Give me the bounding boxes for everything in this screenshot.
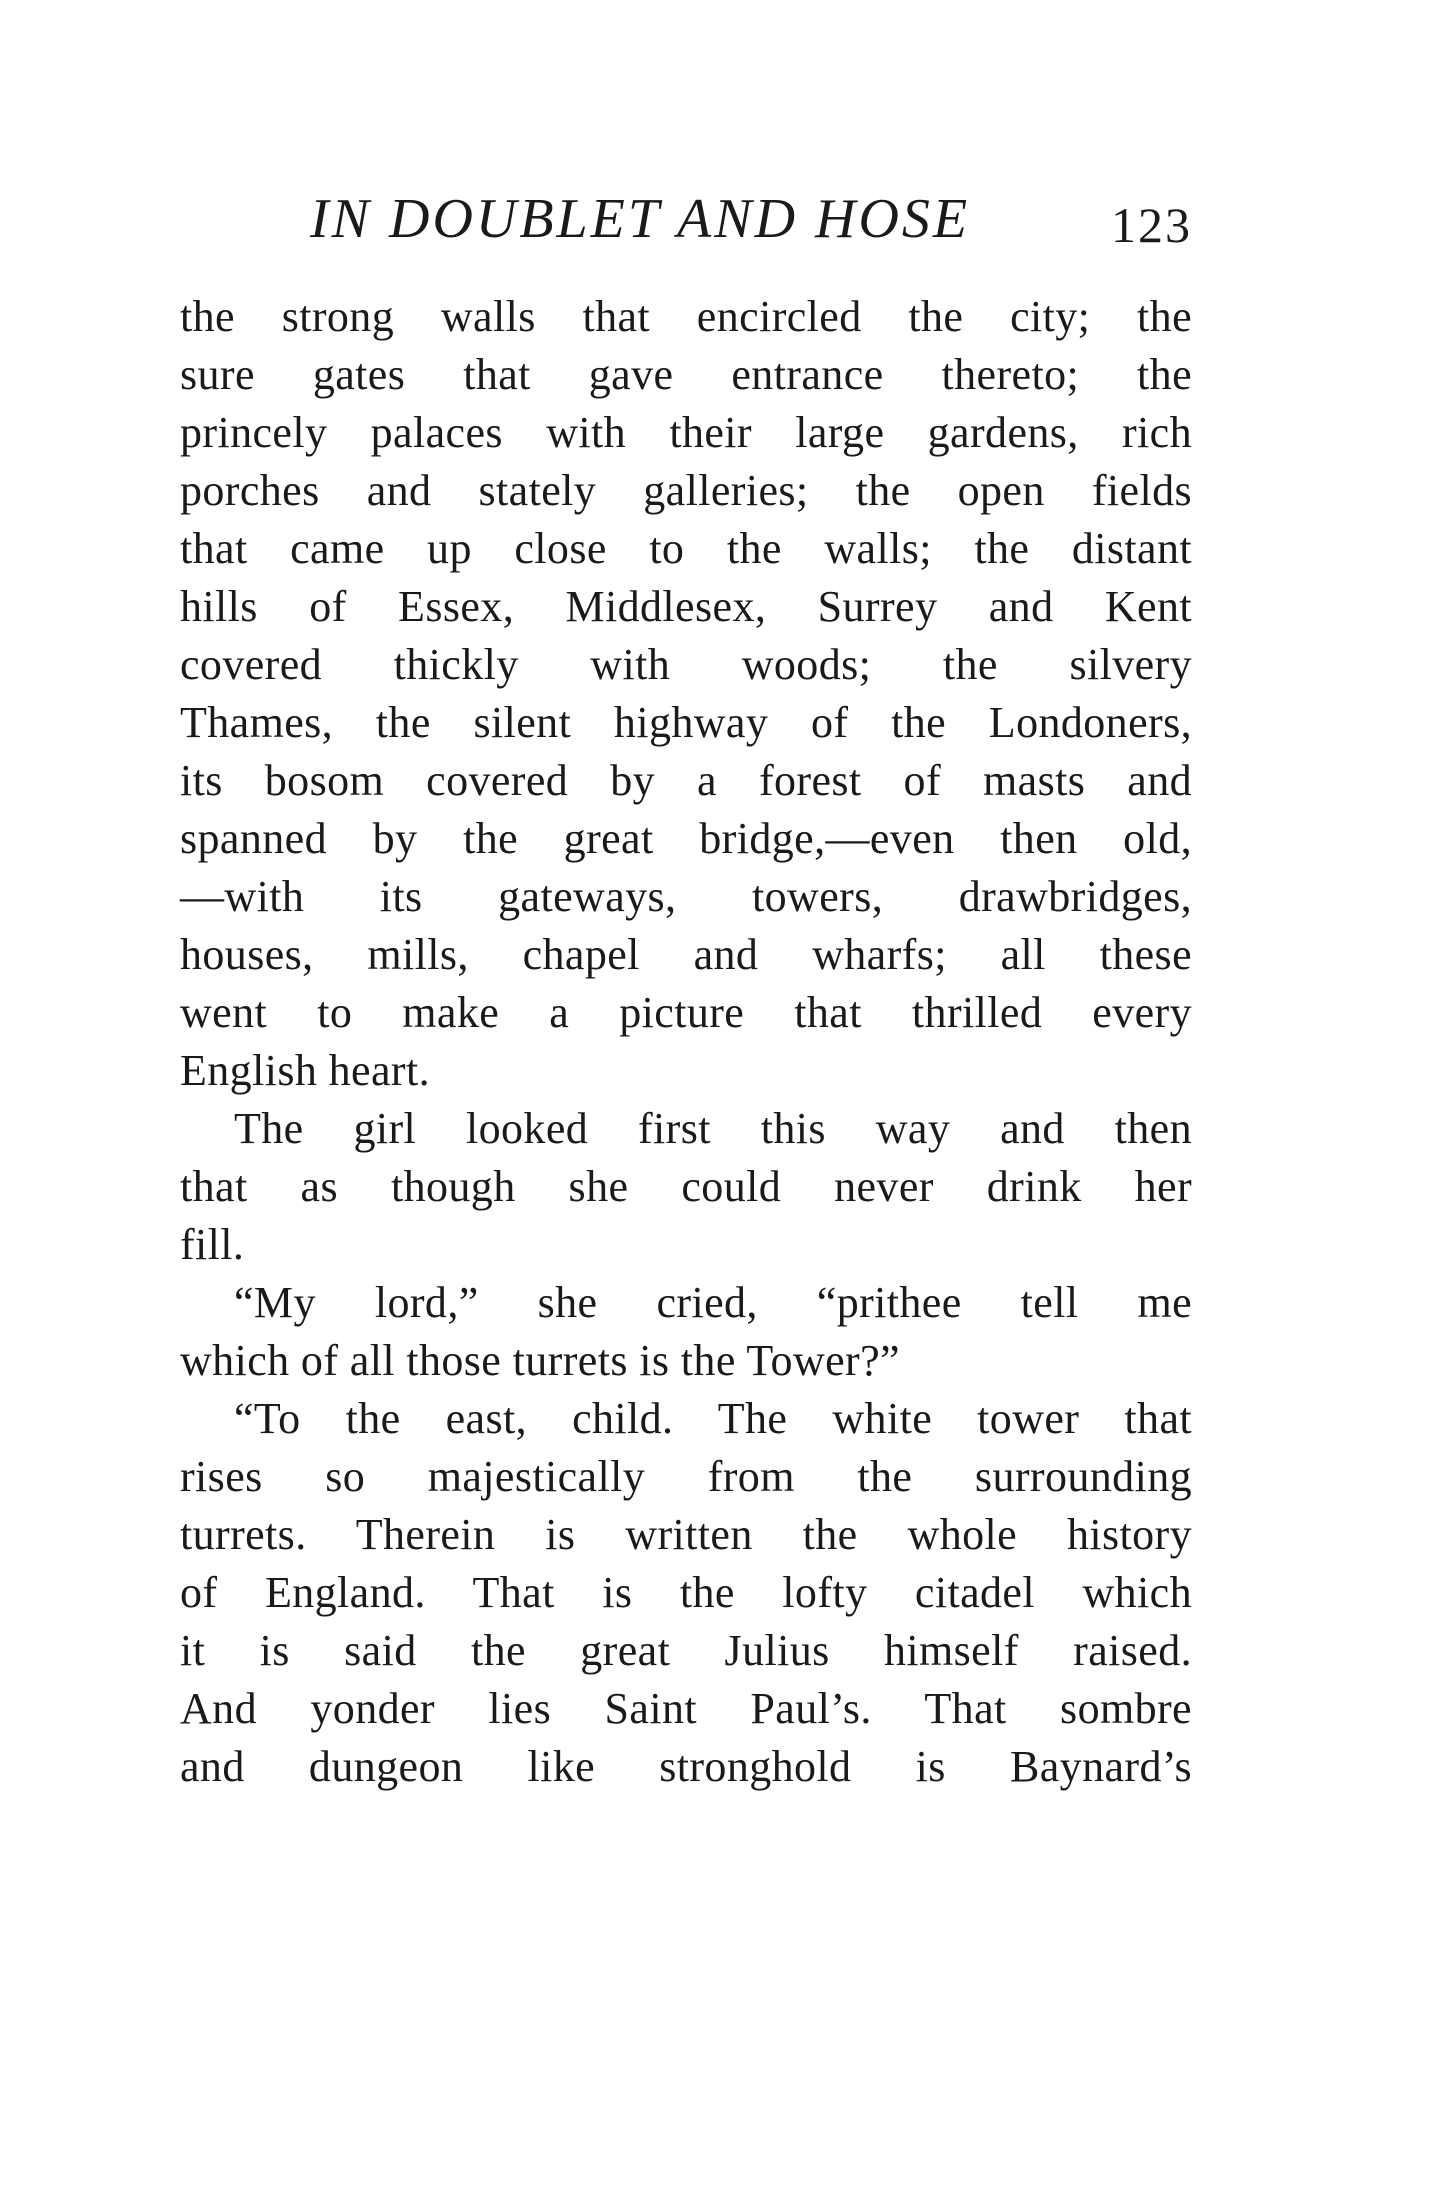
text-line: English heart. (180, 1046, 430, 1095)
text-line: covered thickly with woods; the silvery (180, 640, 1192, 689)
text-line: sure gates that gave entrance thereto; the (180, 350, 1192, 399)
body-text (180, 288, 1192, 1796)
text-line: rises so majestically from the surrounding (180, 1452, 1192, 1501)
text-line: and dungeon like stronghold is Baynard’s (180, 1742, 1192, 1791)
text-line: turrets. Therein is written the whole history (180, 1510, 1192, 1559)
text-line: which of all those turrets is the Tower?” (180, 1336, 900, 1385)
text-line: the strong walls that encircled the city; the (180, 292, 1192, 341)
text-line: princely palaces with their large gardens, rich (180, 408, 1192, 457)
text-line: houses, mills, chapel and wharfs; all these (180, 930, 1192, 979)
text-line: “To the east, child. The white tower that (234, 1394, 1192, 1443)
text-line: The girl looked first this way and then (234, 1104, 1192, 1153)
text-line: it is said the great Julius himself raised. (180, 1626, 1192, 1675)
text-line: that as though she could never drink her (180, 1162, 1192, 1211)
text-line: porches and stately galleries; the open fields (180, 466, 1192, 515)
running-head (180, 184, 1192, 254)
text-line: hills of Essex, Middlesex, Surrey and Kent (180, 582, 1192, 631)
text-line: of England. That is the lofty citadel which (180, 1568, 1192, 1617)
text-line: its bosom covered by a forest of masts and (180, 756, 1192, 805)
text-line: spanned by the great bridge,—even then old, (180, 814, 1192, 863)
text-line: “My lord,” she cried, “prithee tell me (234, 1278, 1192, 1327)
page-number: 123 (1111, 197, 1192, 253)
text-line: And yonder lies Saint Paul’s. That sombre (180, 1684, 1192, 1733)
text-line: that came up close to the walls; the distant (180, 524, 1192, 573)
running-title: IN DOUBLET AND HOSE (310, 188, 971, 250)
text-line: fill. (180, 1220, 245, 1269)
text-line: went to make a picture that thrilled every (180, 988, 1192, 1037)
text-line: —with its gateways, towers, drawbridges, (180, 872, 1192, 921)
text-line: Thames, the silent highway of the Londoners, (180, 698, 1192, 747)
